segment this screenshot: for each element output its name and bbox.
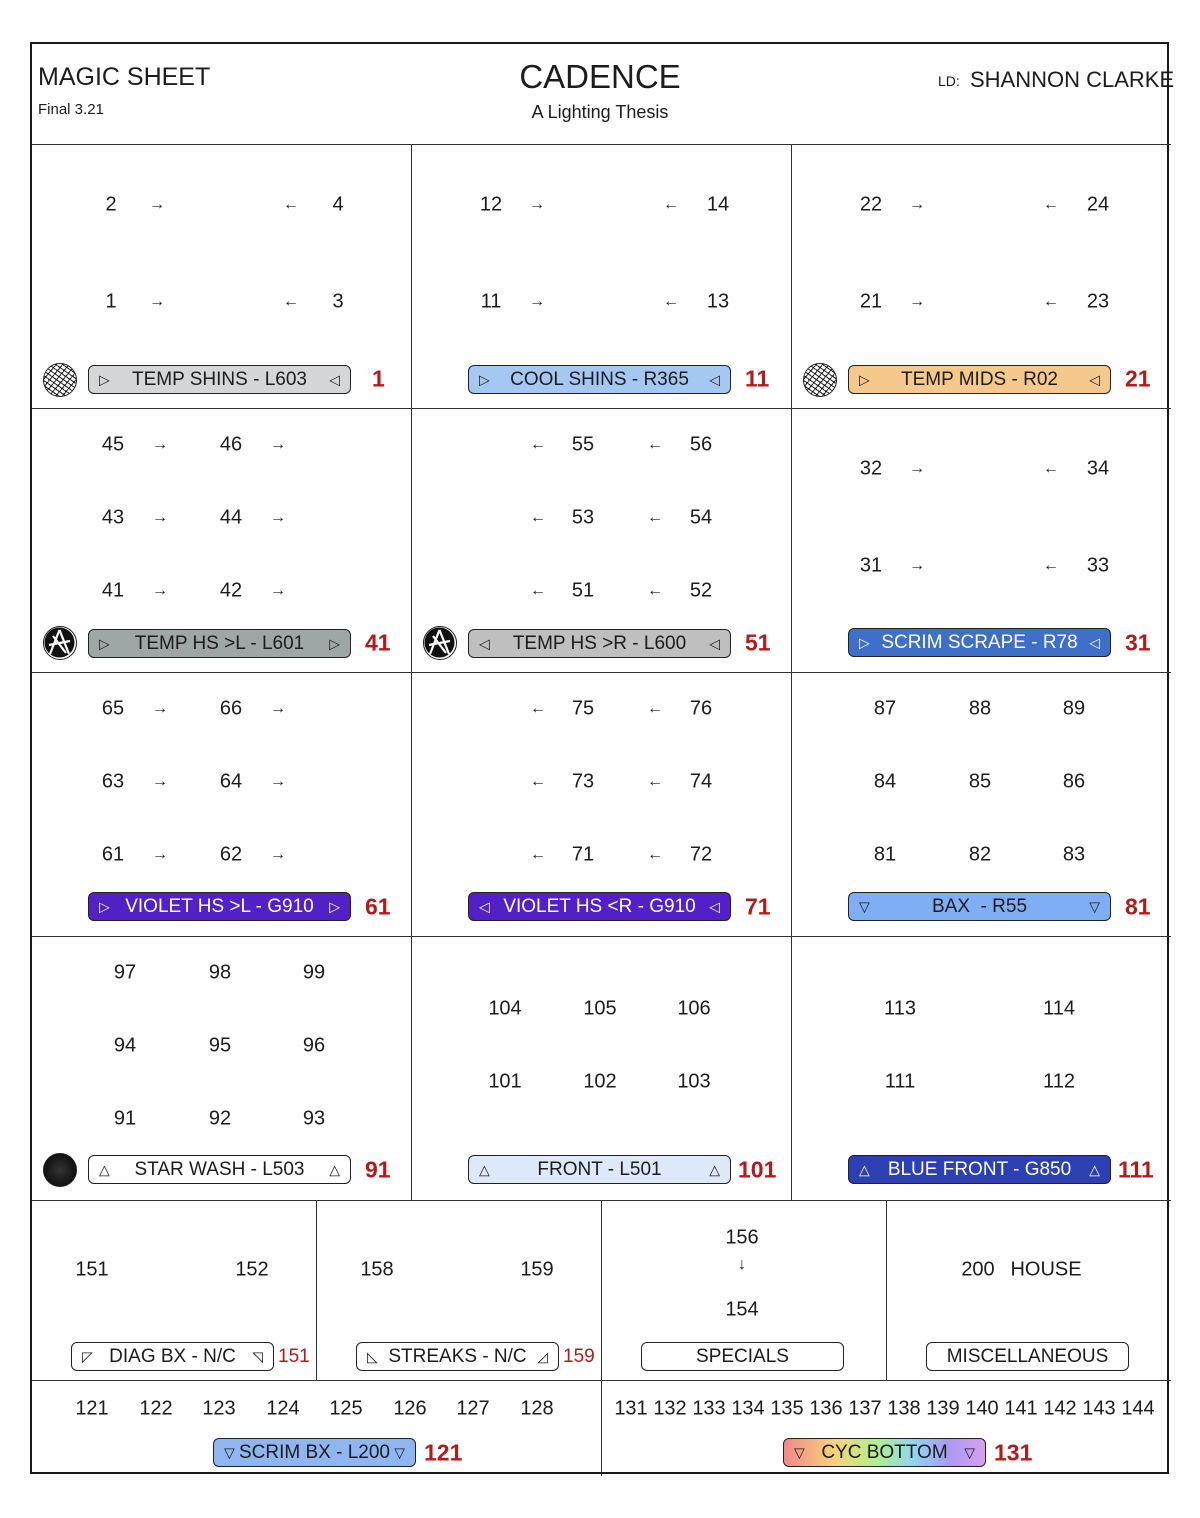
- channel[interactable]: 42: [219, 579, 243, 602]
- channel[interactable]: 138: [887, 1397, 921, 1420]
- channel[interactable]: 88: [968, 697, 992, 720]
- arrow-left-icon: ←: [530, 773, 546, 790]
- system-start-channel[interactable]: 101: [738, 1156, 777, 1183]
- channel[interactable]: 121: [75, 1397, 109, 1420]
- channel[interactable]: 102: [583, 1070, 617, 1093]
- row-divider: [32, 408, 1171, 409]
- arrow-left-icon: ←: [1043, 460, 1059, 477]
- system-start-channel[interactable]: 51: [745, 629, 771, 656]
- channel[interactable]: 55: [571, 433, 595, 456]
- channel[interactable]: 56: [689, 433, 713, 456]
- channel[interactable]: 52: [689, 579, 713, 602]
- arrow-right-icon: ▷: [479, 371, 490, 387]
- arrow-left-icon: ←: [1043, 293, 1059, 310]
- channel[interactable]: 89: [1062, 697, 1086, 720]
- channel[interactable]: 101: [488, 1070, 522, 1093]
- channel[interactable]: 124: [266, 1397, 300, 1420]
- channel[interactable]: 112: [1043, 1070, 1075, 1093]
- arrow-right-icon: →: [529, 293, 545, 310]
- system-start-channel[interactable]: 81: [1125, 893, 1151, 920]
- system-label-text: SPECIALS: [696, 1345, 789, 1367]
- system-start-channel[interactable]: 91: [365, 1156, 391, 1183]
- channel[interactable]: 142: [1043, 1397, 1077, 1420]
- arrow-right-icon: →: [909, 293, 925, 310]
- system-label-text: VIOLET HS >L - G910: [125, 895, 314, 917]
- system-label-violet-hs-r[interactable]: [468, 892, 731, 921]
- arrow-diagonal-icon: ◿: [537, 1348, 548, 1364]
- arrow-left-icon: ←: [663, 196, 679, 213]
- arrow-right-icon: →: [529, 196, 545, 213]
- channel[interactable]: 12: [479, 193, 503, 216]
- arrow-down-icon: ▽: [964, 1444, 975, 1460]
- system-start-channel[interactable]: 71: [745, 893, 771, 920]
- channel[interactable]: 158: [360, 1258, 394, 1281]
- channel[interactable]: 76: [689, 697, 713, 720]
- arrow-left-icon: ←: [647, 436, 663, 453]
- channel[interactable]: 92: [208, 1107, 232, 1130]
- channel[interactable]: 44: [219, 506, 243, 529]
- system-label-scrim-scrape[interactable]: [848, 628, 1111, 657]
- arrow-left-icon: ←: [1043, 557, 1059, 574]
- ld-name: SHANNON CLARKE: [970, 67, 1175, 92]
- channel[interactable]: 151: [75, 1258, 109, 1281]
- system-label-temp-hs-l[interactable]: [88, 629, 351, 658]
- system-label-text: STAR WASH - L503: [134, 1158, 305, 1180]
- system-label-text: BLUE FRONT - G850: [887, 1158, 1072, 1180]
- arrow-left-icon: ←: [530, 582, 546, 599]
- channel[interactable]: 136: [809, 1397, 843, 1420]
- breakup-gobo-icon: [43, 363, 77, 397]
- arrow-right-icon: →: [152, 700, 168, 717]
- arrow-right-icon: →: [152, 436, 168, 453]
- channel[interactable]: 75: [571, 697, 595, 720]
- channel[interactable]: 99: [302, 961, 326, 984]
- channel[interactable]: 137: [848, 1397, 882, 1420]
- channel[interactable]: 72: [689, 843, 713, 866]
- house-label[interactable]: HOUSE: [1010, 1258, 1082, 1281]
- arrow-down-icon: ▽: [859, 898, 870, 914]
- row-divider: [32, 936, 1171, 937]
- arrow-right-icon: →: [909, 557, 925, 574]
- channel[interactable]: 11: [480, 290, 502, 313]
- system-label-cyc-bottom[interactable]: [783, 1438, 986, 1467]
- system-label-scrim-bx[interactable]: [213, 1438, 416, 1467]
- arrow-up-icon: △: [859, 1161, 870, 1177]
- system-label-text: CYC BOTTOM: [821, 1441, 948, 1463]
- channel[interactable]: 113: [884, 997, 916, 1020]
- channel[interactable]: 43: [101, 506, 125, 529]
- arrow-right-icon: →: [270, 846, 286, 863]
- system-start-channel[interactable]: 31: [1125, 629, 1151, 656]
- system-label-text: VIOLET HS <R - G910: [503, 895, 696, 917]
- show-title: CADENCE: [519, 58, 681, 95]
- channel[interactable]: 62: [219, 843, 243, 866]
- system-start-channel[interactable]: 61: [365, 893, 391, 920]
- channel[interactable]: 104: [488, 997, 522, 1020]
- channel[interactable]: 51: [571, 579, 595, 602]
- header-divider: [32, 144, 1171, 145]
- arrow-down-icon: ↓: [738, 1256, 746, 1273]
- arrow-up-icon: △: [709, 1161, 720, 1177]
- system-label-star-wash[interactable]: [88, 1155, 351, 1184]
- channel[interactable]: 64: [219, 770, 243, 793]
- arrow-right-icon: →: [152, 773, 168, 790]
- system-label-text: SCRIM BX - L200: [239, 1441, 390, 1463]
- channel[interactable]: 127: [456, 1397, 490, 1420]
- arrow-left-icon: ◁: [479, 898, 490, 914]
- arrow-left-icon: ←: [530, 436, 546, 453]
- arrow-right-icon: →: [270, 436, 286, 453]
- system-start-channel[interactable]: 131: [994, 1439, 1033, 1466]
- show-subtitle: A Lighting Thesis: [531, 102, 669, 122]
- channel[interactable]: 128: [520, 1397, 554, 1420]
- arrow-right-icon: →: [152, 846, 168, 863]
- channel[interactable]: 96: [302, 1034, 326, 1057]
- channel[interactable]: 13: [706, 290, 730, 313]
- system-label-violet-hs-l[interactable]: [88, 892, 351, 921]
- channel[interactable]: 83: [1062, 843, 1086, 866]
- system-start-channel[interactable]: 121: [424, 1439, 463, 1466]
- system-start-channel[interactable]: 151: [278, 1346, 310, 1367]
- channel[interactable]: 31: [859, 554, 883, 577]
- system-start-channel[interactable]: 21: [1125, 365, 1151, 392]
- channel[interactable]: 73: [571, 770, 595, 793]
- system-label-diag-bx[interactable]: [71, 1342, 274, 1371]
- arrow-right-icon: ▷: [859, 634, 870, 650]
- channel[interactable]: 143: [1082, 1397, 1116, 1420]
- channel[interactable]: 126: [393, 1397, 427, 1420]
- system-label-text: SCRIM SCRAPE - R78: [881, 631, 1078, 653]
- channel[interactable]: 140: [965, 1397, 999, 1420]
- arrow-left-icon: ←: [283, 196, 299, 213]
- system-label-front[interactable]: [468, 1155, 731, 1184]
- channel[interactable]: 152: [235, 1258, 269, 1281]
- doc-type: MAGIC SHEET: [38, 63, 211, 91]
- channel[interactable]: 114: [1043, 997, 1075, 1020]
- system-label-temp-shins[interactable]: [88, 365, 351, 394]
- arrow-diagonal-icon: ◹: [252, 1348, 263, 1364]
- channel[interactable]: 41: [101, 579, 125, 602]
- arrow-up-icon: △: [329, 1161, 340, 1177]
- system-start-channel[interactable]: 41: [365, 629, 391, 656]
- channel[interactable]: 54: [689, 506, 713, 529]
- system-label-text: BAX - R55: [931, 895, 1028, 917]
- arrow-diagonal-icon: ◺: [367, 1348, 378, 1364]
- column-divider: [791, 144, 792, 1200]
- channel[interactable]: 123: [202, 1397, 236, 1420]
- breakup-gobo-icon: [803, 363, 837, 397]
- channel[interactable]: 156: [725, 1226, 759, 1249]
- arrow-right-icon: ▷: [99, 371, 110, 387]
- arrow-left-icon: ←: [530, 700, 546, 717]
- channel[interactable]: 66: [219, 697, 243, 720]
- system-label-cool-shins[interactable]: [468, 365, 731, 394]
- channel[interactable]: 24: [1086, 193, 1110, 216]
- channel[interactable]: 97: [113, 961, 137, 984]
- arrow-left-icon: ←: [647, 509, 663, 526]
- channel[interactable]: 135: [770, 1397, 804, 1420]
- arrow-left-icon: ◁: [709, 898, 720, 914]
- arrow-right-icon: ▷: [329, 635, 340, 651]
- arrow-left-icon: ◁: [1089, 371, 1100, 387]
- arrow-right-icon: →: [270, 700, 286, 717]
- channel[interactable]: 111: [884, 1070, 916, 1093]
- arrow-up-icon: △: [479, 1161, 490, 1177]
- arrow-up-icon: △: [99, 1161, 110, 1177]
- channel[interactable]: 63: [101, 770, 125, 793]
- arrow-right-icon: →: [909, 460, 925, 477]
- system-label-text: COOL SHINS - R365: [510, 368, 689, 390]
- channel[interactable]: 23: [1086, 290, 1110, 313]
- channel[interactable]: 84: [873, 770, 897, 793]
- channel[interactable]: 87: [873, 697, 897, 720]
- column-divider: [316, 1200, 317, 1380]
- arrow-down-icon: ▽: [794, 1444, 805, 1460]
- channel[interactable]: 45: [101, 433, 125, 456]
- row-divider: [32, 672, 1171, 673]
- system-label-temp-mids[interactable]: [848, 365, 1111, 394]
- magic-sheet: [30, 42, 1169, 1474]
- arrow-down-icon: ▽: [1089, 898, 1100, 914]
- channel[interactable]: 21: [859, 290, 883, 313]
- channel[interactable]: 2: [105, 193, 117, 216]
- channel[interactable]: 144: [1121, 1397, 1155, 1420]
- arrow-right-icon: →: [270, 582, 286, 599]
- channel[interactable]: 34: [1086, 457, 1110, 480]
- shard-gobo-icon: [423, 626, 457, 660]
- system-label-miscellaneous[interactable]: [926, 1342, 1129, 1371]
- shard-gobo-icon: [43, 626, 77, 660]
- channel[interactable]: 71: [571, 843, 595, 866]
- system-label-specials[interactable]: [641, 1342, 844, 1371]
- system-label-blue-front[interactable]: [848, 1155, 1111, 1184]
- channel[interactable]: 86: [1062, 770, 1086, 793]
- channel[interactable]: 3: [332, 290, 344, 313]
- channel[interactable]: 4: [332, 193, 344, 216]
- arrow-diagonal-icon: ◸: [82, 1348, 93, 1364]
- system-start-channel[interactable]: 11: [745, 365, 770, 392]
- system-label-text: MISCELLANEOUS: [946, 1345, 1109, 1367]
- arrow-left-icon: ←: [1043, 196, 1059, 213]
- channel[interactable]: 81: [873, 843, 897, 866]
- channel[interactable]: 91: [113, 1107, 137, 1130]
- arrow-down-icon: ▽: [394, 1444, 405, 1460]
- version-label: Final 3.21: [38, 101, 104, 118]
- channel[interactable]: 95: [208, 1034, 232, 1057]
- arrow-left-icon: ←: [530, 846, 546, 863]
- channel[interactable]: 85: [968, 770, 992, 793]
- ld-label: LD:: [938, 73, 960, 89]
- arrow-left-icon: ←: [663, 293, 679, 310]
- column-divider: [411, 144, 412, 1200]
- channel[interactable]: 65: [101, 697, 125, 720]
- arrow-left-icon: ←: [530, 509, 546, 526]
- channel[interactable]: 141: [1004, 1397, 1038, 1420]
- arrow-left-icon: ◁: [329, 371, 340, 387]
- system-label-streaks[interactable]: [356, 1342, 559, 1371]
- system-label-bax[interactable]: [848, 892, 1111, 921]
- channel[interactable]: 82: [968, 843, 992, 866]
- channel[interactable]: 46: [219, 433, 243, 456]
- arrow-right-icon: ▷: [329, 898, 340, 914]
- column-divider: [601, 1200, 602, 1476]
- arrow-right-icon: →: [152, 582, 168, 599]
- channel[interactable]: 61: [101, 843, 125, 866]
- arrow-right-icon: →: [152, 509, 168, 526]
- channel[interactable]: 98: [208, 961, 232, 984]
- arrow-left-icon: ◁: [709, 371, 720, 387]
- channel[interactable]: 33: [1086, 554, 1110, 577]
- arrow-right-icon: ▷: [99, 898, 110, 914]
- arrow-left-icon: ←: [647, 846, 663, 863]
- channel[interactable]: 32: [859, 457, 883, 480]
- channel[interactable]: 93: [302, 1107, 326, 1130]
- arrow-right-icon: ▷: [859, 371, 870, 387]
- channel[interactable]: 103: [677, 1070, 711, 1093]
- channel[interactable]: 134: [731, 1397, 765, 1420]
- arrow-right-icon: ▷: [99, 635, 110, 651]
- arrow-right-icon: →: [149, 293, 165, 310]
- channel[interactable]: 125: [329, 1397, 363, 1420]
- arrow-down-icon: ▽: [224, 1444, 235, 1460]
- channel[interactable]: 94: [113, 1034, 137, 1057]
- channel[interactable]: 139: [926, 1397, 960, 1420]
- arrow-left-icon: ←: [647, 582, 663, 599]
- system-label-text: TEMP HS >L - L601: [134, 632, 305, 654]
- arrow-right-icon: →: [149, 196, 165, 213]
- system-label-text: DIAG BX - N/C: [109, 1345, 236, 1367]
- channel[interactable]: 1: [105, 290, 117, 313]
- channel[interactable]: 133: [692, 1397, 726, 1420]
- arrow-left-icon: ◁: [1089, 634, 1100, 650]
- system-start-channel[interactable]: 1: [372, 365, 385, 392]
- arrow-left-icon: ◁: [479, 635, 490, 651]
- arrow-left-icon: ←: [647, 700, 663, 717]
- channel[interactable]: 105: [583, 997, 617, 1020]
- column-divider: [886, 1200, 887, 1380]
- system-label-temp-hs-r[interactable]: [468, 629, 731, 658]
- channel[interactable]: 200: [961, 1258, 995, 1281]
- channel[interactable]: 122: [139, 1397, 173, 1420]
- channel[interactable]: 159: [520, 1258, 554, 1281]
- channel[interactable]: 106: [677, 997, 711, 1020]
- channel[interactable]: 53: [571, 506, 595, 529]
- arrow-right-icon: →: [270, 773, 286, 790]
- channel[interactable]: 14: [706, 193, 730, 216]
- arrow-left-icon: ←: [283, 293, 299, 310]
- arrow-left-icon: ◁: [709, 635, 720, 651]
- star-gobo-icon: [43, 1153, 77, 1187]
- system-start-channel[interactable]: 111: [1118, 1156, 1154, 1183]
- system-label-text: TEMP HS >R - L600: [512, 632, 687, 654]
- system-label-text: FRONT - L501: [537, 1158, 662, 1180]
- channel[interactable]: 74: [689, 770, 713, 793]
- arrow-up-icon: △: [1089, 1161, 1100, 1177]
- system-start-channel[interactable]: 159: [563, 1346, 595, 1367]
- arrow-left-icon: ←: [647, 773, 663, 790]
- arrow-right-icon: →: [909, 196, 925, 213]
- channel[interactable]: 132: [653, 1397, 687, 1420]
- system-label-text: TEMP SHINS - L603: [132, 368, 307, 390]
- channel[interactable]: 154: [725, 1298, 759, 1321]
- system-label-text: TEMP MIDS - R02: [901, 368, 1058, 390]
- system-label-text: STREAKS - N/C: [388, 1345, 527, 1367]
- channel[interactable]: 131: [614, 1397, 648, 1420]
- channel[interactable]: 22: [859, 193, 883, 216]
- arrow-right-icon: →: [270, 509, 286, 526]
